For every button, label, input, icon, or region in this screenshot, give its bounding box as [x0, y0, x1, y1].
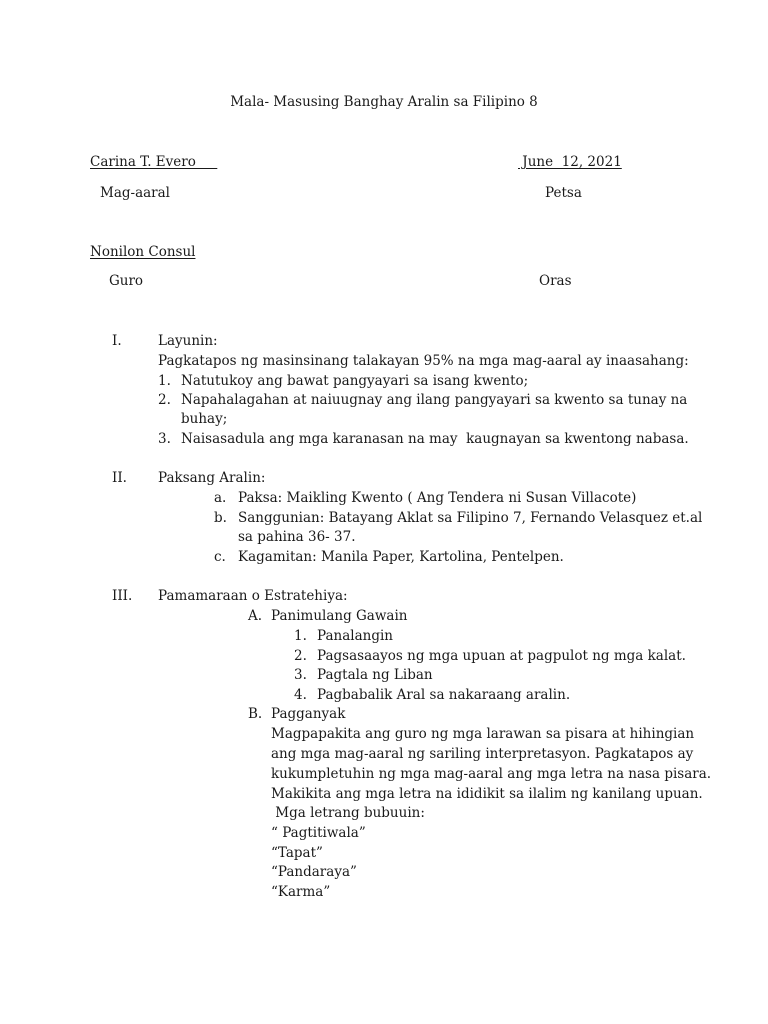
- list-item-continuation: sa pahina 36- 37.: [238, 529, 356, 545]
- student-name: Carina T. Evero: [90, 154, 218, 170]
- section-heading: Pamamaraan o Estratehiya:: [158, 588, 348, 604]
- list-number: 3.: [294, 667, 307, 683]
- words-label: Mga letrang bubuuin:: [271, 805, 425, 821]
- teacher-label: Guro: [109, 273, 144, 289]
- list-number: 1.: [158, 373, 171, 389]
- list-letter: b.: [214, 510, 227, 526]
- paragraph-line: ang mga mag-aaral ng sariling interpretasyon. Pagkatapos ay: [271, 746, 694, 762]
- word-item: “Karma”: [271, 884, 331, 900]
- list-letter: a.: [214, 490, 227, 506]
- document-title: Mala- Masusing Banghay Aralin sa Filipino 8: [230, 94, 538, 110]
- section-heading: Layunin:: [158, 333, 218, 349]
- list-number: 3.: [158, 431, 171, 447]
- section-numeral: II.: [112, 470, 127, 486]
- list-item: Kagamitan: Manila Paper, Kartolina, Pentelpen.: [238, 549, 564, 565]
- section-intro: Pagkatapos ng masinsinang talakayan 95% na mga mag-aaral ay inaasahang:: [158, 353, 689, 369]
- list-number: 2.: [158, 392, 171, 408]
- list-item: Natutukoy ang bawat pangyayari sa isang kwento;: [181, 373, 529, 389]
- part-letter: A.: [248, 608, 263, 624]
- list-item: Paksa: Maikling Kwento ( Ang Tendera ni Susan Villacote): [238, 490, 637, 506]
- list-letter: c.: [214, 549, 226, 565]
- list-item: Naisasadula ang mga karanasan na may kaugnayan sa kwentong nabasa.: [181, 431, 689, 447]
- date-label: Petsa: [545, 185, 582, 201]
- teacher-name: Nonilon Consul: [90, 244, 196, 260]
- date-value: June 12, 2021: [518, 154, 622, 170]
- list-item: Pagtala ng Liban: [317, 667, 433, 683]
- section-numeral: I.: [112, 333, 122, 349]
- list-item-continuation: buhay;: [181, 411, 228, 427]
- list-item: Sanggunian: Batayang Aklat sa Filipino 7, Fernando Velasquez et.al: [238, 510, 703, 526]
- part-title: Panimulang Gawain: [271, 608, 408, 624]
- word-item: “Tapat”: [271, 845, 323, 861]
- paragraph-line: Makikita ang mga letra na ididikit sa ilalim ng kanilang upuan.: [271, 786, 703, 802]
- list-number: 1.: [294, 628, 307, 644]
- part-title: Pagganyak: [271, 706, 346, 722]
- list-number: 4.: [294, 687, 307, 703]
- word-item: “ Pagtitiwala”: [271, 825, 366, 841]
- list-item: Panalangin: [317, 628, 393, 644]
- paragraph-line: Magpapakita ang guro ng mga larawan sa pisara at hihingian: [271, 726, 695, 742]
- time-label: Oras: [539, 273, 572, 289]
- list-item: Napahalagahan at naiuugnay ang ilang pangyayari sa kwento sa tunay na: [181, 392, 688, 408]
- list-number: 2.: [294, 648, 307, 664]
- paragraph-line: kukumpletuhin ng mga mag-aaral ang mga letra na nasa pisara.: [271, 766, 712, 782]
- list-item: Pagbabalik Aral sa nakaraang aralin.: [317, 687, 571, 703]
- section-numeral: III.: [112, 588, 133, 604]
- list-item: Pagsasaayos ng mga upuan at pagpulot ng mga kalat.: [317, 648, 686, 664]
- part-letter: B.: [248, 706, 263, 722]
- section-heading: Paksang Aralin:: [158, 470, 266, 486]
- word-item: “Pandaraya”: [271, 864, 357, 880]
- student-label: Mag-aaral: [100, 185, 170, 201]
